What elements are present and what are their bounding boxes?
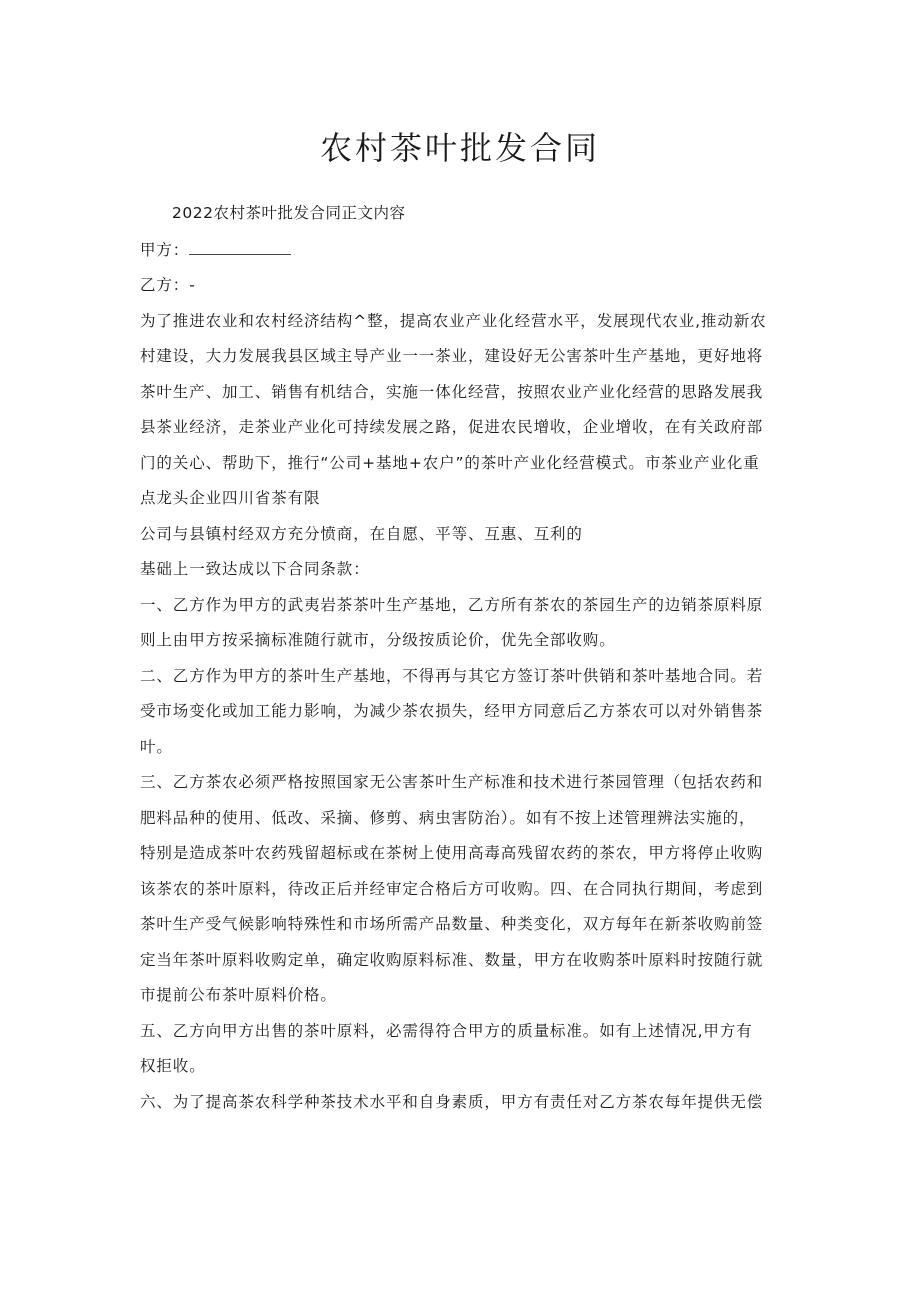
body-line: 村建设，大力发展我县区域主导产业一一茶业，建设好无公害茶叶生产基地，更好地将 <box>140 347 764 365</box>
document-subtitle: 2022农村茶叶批发合同正文内容 <box>172 204 406 222</box>
body-line: 三、乙方茶农必须严格按照国家无公害茶叶生产标准和技术进行茶园管理（包括农药和 <box>140 773 764 791</box>
body-line: 六、为了提高茶农科学种茶技术水平和自身素质，甲方有责任对乙方茶农每年提供无偿 <box>140 1092 764 1111</box>
document-body <box>140 204 790 1128</box>
body-line: 县茶业经济，走茶业产业化可持续发展之路，促进农民增收，企业增收，在有关政府部 <box>140 418 764 436</box>
party-a-label: 甲方： <box>140 240 190 259</box>
body-line: 门的关心、帮助下，推行“公司+基地+农户”的茶叶产业化经营模式。市茶业产业化重 <box>140 453 760 472</box>
party-b-line: 乙方：- <box>140 276 196 294</box>
body-line: 特别是造成茶叶农药残留超标或在茶树上使用高毒高残留农药的茶农，甲方将停止收购 <box>140 844 764 862</box>
body-line: 基础上一致达成以下合同条款： <box>140 560 370 578</box>
body-line: 定当年茶叶原料收购定单，确定收购原料标准、数量，甲方在收购茶叶原料时按随行就 <box>140 950 764 969</box>
body-line: 权拒收。 <box>140 1057 206 1075</box>
body-line: 一、乙方作为甲方的武夷岩茶茶叶生产基地，乙方所有茶农的茶园生产的边销茶原料原 <box>140 595 764 614</box>
body-line: 肥料品种的使用、低改、采摘、修剪、病虫害防治）。如有不按上述管理辨法实施的， <box>140 808 756 827</box>
party-a-line <box>140 240 790 260</box>
body-line: 茶叶生产受气候影响特殊性和市场所需产品数量、种类变化，双方每年在新茶收购前签 <box>140 915 764 933</box>
body-line: 该茶农的茶叶原料，待改正后并经审定合格后方可收购。四、在合同执行期间，考虑到 <box>140 879 764 898</box>
body-line: 二、乙方作为甲方的茶叶生产基地，不得再与其它方签订茶叶供销和茶叶基地合同。若 <box>140 666 764 685</box>
body-line: 则上由甲方按采摘标准随行就市，分级按质论价，优先全部收购。 <box>140 631 616 649</box>
body-line: 五、乙方向甲方出售的茶叶原料，必需得符合甲方的质量标准。如有上述情况,甲方有 <box>140 1021 753 1040</box>
body-line: 叶。 <box>140 737 173 756</box>
body-line: 点龙头企业四川省茶有限 <box>140 489 321 507</box>
body-line: 受市场变化或加工能力影响，为减少茶农损失，经甲方同意后乙方茶农可以对外销售茶 <box>140 702 764 720</box>
document-title: 农村茶叶批发合同 <box>319 129 600 167</box>
body-line: 茶叶生产、加工、销售有机结合，实施一体化经营，按照农业产业化经营的思路发展我 <box>140 382 764 401</box>
body-line: 市提前公布茶叶原料价格。 <box>140 986 337 1004</box>
body-line: 为了推进农业和农村经济结构^整，提高农业产业化经营水平，发展现代农业,推动新农 <box>140 311 767 330</box>
body-line: 公司与县镇村经双方充分愤商，在自愿、平等、互惠、互利的 <box>140 524 583 543</box>
party-a-blank <box>189 240 291 255</box>
